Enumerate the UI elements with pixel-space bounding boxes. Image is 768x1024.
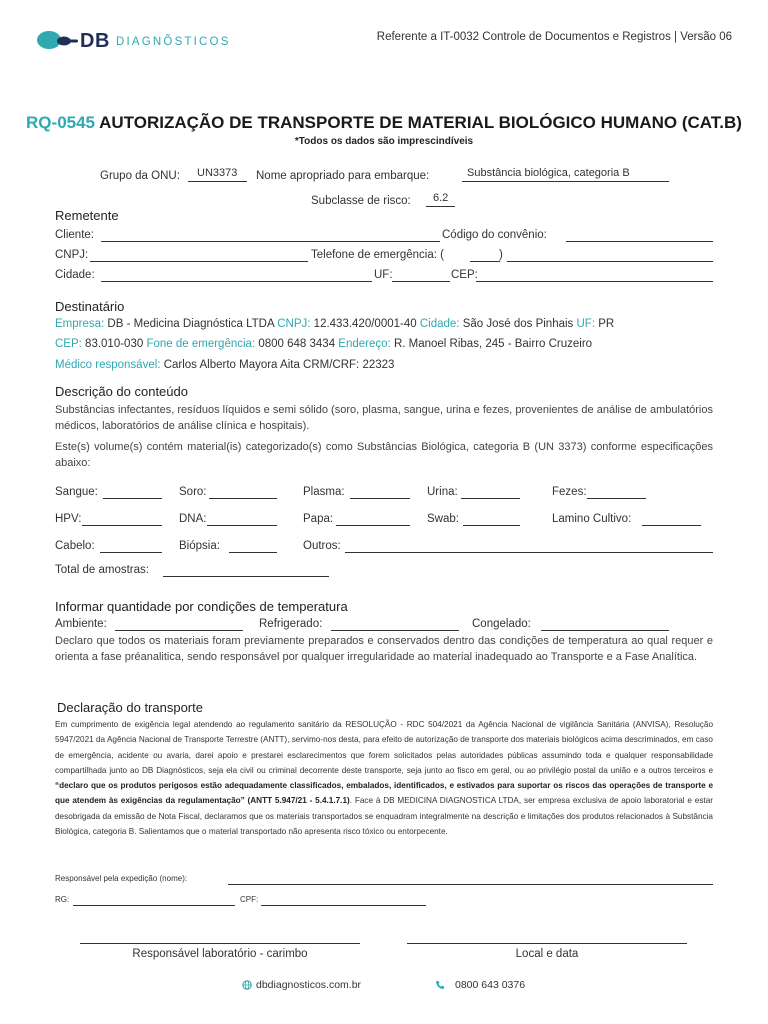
logo-db-text: DB xyxy=(80,30,110,52)
empresa-value: DB - Medicina Diagnóstica LTDA xyxy=(107,318,275,330)
medico-value: Carlos Alberto Mayora Aita CRM/CRF: 22323 xyxy=(163,359,395,371)
soro-field[interactable] xyxy=(209,498,277,499)
document-reference: Referente a IT-0032 Controle de Documentos e Registros | Versão 06 xyxy=(376,31,732,43)
endereco-value: R. Manoel Ribas, 245 - Bairro Cruzeiro xyxy=(393,338,593,350)
cep-field[interactable] xyxy=(476,281,713,282)
temperatura-heading: Informar quantidade por condições de temperatura xyxy=(55,599,348,614)
dest-cidade-label: Cidade: xyxy=(419,318,460,330)
form-title: AUTORIZAÇÃO DE TRANSPORTE DE MATERIAL BIOLÓGICO HUMANO (CAT.B) xyxy=(99,113,742,132)
footer-site[interactable] xyxy=(242,979,361,991)
footer-site-text: dbdiagnosticos.com.br xyxy=(256,979,362,991)
swab-field[interactable] xyxy=(463,525,520,526)
footer-phone-text: 0800 643 0376 xyxy=(455,979,526,991)
lamino-label: Lamino Cultivo: xyxy=(552,513,632,525)
congelado-label: Congelado: xyxy=(472,618,531,630)
conteudo-paragraph-1: Substâncias infectantes, resíduos líquidos e semi sólido (soro, plasma, sangue, urina e fezes, provenientes de análise de ambulatórios médicos, laboratórios de análise clínica e hospitais). xyxy=(55,404,713,432)
codigo-convenio-label: Código do convênio: xyxy=(442,229,547,241)
subclasse-label: Subclasse de risco: xyxy=(311,195,411,207)
plasma-field[interactable] xyxy=(350,498,410,499)
transporte-paragraph xyxy=(55,717,713,839)
logo-mark-icon xyxy=(36,28,80,52)
uf-label: UF: xyxy=(374,269,393,281)
sangue-label: Sangue: xyxy=(55,486,98,498)
dna-field[interactable] xyxy=(207,525,277,526)
dest-cnpj-value: 12.433.420/0001-40 xyxy=(313,318,417,330)
lamino-field[interactable] xyxy=(642,525,701,526)
telefone-close-paren: ) xyxy=(499,249,503,261)
destinatario-line-1 xyxy=(55,318,614,330)
ambiente-field[interactable] xyxy=(115,630,243,631)
transporte-text-bold: “declaro que os produtos perigosos estão adequadamente classificados, embalados, identificados, e estivados para suportar os riscos das operações de transporte e que atendem às exigências da regulamentação” (ANTT 5.947/21 - 5.4.1.7.1) xyxy=(55,781,713,806)
grupo-onu-line xyxy=(188,181,247,182)
soro-label: Soro: xyxy=(179,486,207,498)
dest-cep-label: CEP: xyxy=(55,338,82,350)
cabelo-label: Cabelo: xyxy=(55,540,95,552)
logo-diag-text: DIAGNÕSTICOS xyxy=(116,36,231,48)
rg-field[interactable] xyxy=(73,905,235,906)
nome-embarque-line xyxy=(462,181,669,182)
urina-field[interactable] xyxy=(461,498,520,499)
conteudo-paragraph-2: Este(s) volume(s) contém material(is) categorizado(s) como Substâncias Biológica, categoria B (UN 3373) conforme especificações abaixo: xyxy=(55,441,713,469)
cliente-field[interactable] xyxy=(101,241,440,242)
transporte-text-a: Em cumprimento de exigência legal atendendo ao regulamento sanitário da RESOLUÇÃO - RDC 504/2021 da Agência Nacional de vigilância Sanitária (ANVISA), Resolução 5947/2021 da Agência Nacional de Transporte Terrestre (ANTT), servimo-nos desta, para efeito de autorização de transporte dos materiais biológicos acima descriminados, em caso de emergência, acidente ou avaria, darei apoio e prestarei esclarecimentos que forem solicitados pelas autoridades públicas assumindo toda e qualquer responsabilidade compartilhada junto ao DB Diagnósticos, seja ela civil ou criminal decorrente deste transporte, seja junto ao fisco em geral, ou ao privilégio postal da união e a outros terceiros e xyxy=(55,720,713,775)
remetente-heading: Remetente xyxy=(55,208,119,223)
refrigerado-field[interactable] xyxy=(331,630,459,631)
nome-embarque-value: Substância biológica, categoria B xyxy=(467,167,630,179)
cpf-label: CPF: xyxy=(240,895,259,904)
phone-icon xyxy=(435,980,445,990)
papa-label: Papa: xyxy=(303,513,334,525)
nome-embarque-label: Nome apropriado para embarque: xyxy=(256,170,430,182)
temperatura-paragraph: Declaro que todos os materiais foram previamente preparados e conservados dentro das condições de temperatura ao qual requer e orienta a fase préanalitica, sendo responsável por qualquer irregularidade ao material inadequado ao Transporte e a Fase Analítica. xyxy=(55,635,713,663)
outros-label: Outros: xyxy=(303,540,341,552)
total-amostras-label: Total de amostras: xyxy=(55,564,149,576)
dest-uf-label: UF: xyxy=(576,318,596,330)
assinatura-laboratorio-line[interactable] xyxy=(80,943,360,944)
cidade-label: Cidade: xyxy=(55,269,95,281)
footer-phone[interactable] xyxy=(435,979,525,991)
destinatario-line-3 xyxy=(55,359,394,371)
urina-label: Urina: xyxy=(427,486,458,498)
telefone-label: Telefone de emergência: ( xyxy=(311,249,444,261)
form-code: RQ-0545 xyxy=(26,113,96,132)
medico-label: Médico responsável: xyxy=(55,359,161,371)
page-title xyxy=(0,113,768,133)
grupo-onu-label: Grupo da ONU: xyxy=(100,170,180,182)
outros-field[interactable] xyxy=(345,552,713,553)
globe-icon xyxy=(242,980,252,990)
dest-cep-value: 83.010-030 xyxy=(85,338,144,350)
subclasse-value: 6.2 xyxy=(433,192,449,204)
assinatura-laboratorio-label: Responsável laboratório - carimbo xyxy=(132,948,308,960)
rg-label: RG: xyxy=(55,895,70,904)
transporte-text-c: . Face à DB MEDICINA DIAGNOSTICA LTDA, ser empresa exclusiva de apoio laboratorial e estar desobrigada da emissão de Nota Fiscal, declaramos que os materiais transportados se enquadram integralmente na descrição e limitações dos produtos relacionados à Substância Biológica, categoria B. Salientamos que o material transportado não apresenta risco tóxico ou entorpecente. xyxy=(55,796,713,837)
fezes-field[interactable] xyxy=(587,498,646,499)
conteudo-heading: Descrição do conteúdo xyxy=(55,384,188,399)
hpv-label: HPV: xyxy=(55,513,82,525)
refrigerado-label: Refrigerado: xyxy=(259,618,323,630)
cabelo-field[interactable] xyxy=(100,552,162,553)
responsavel-expedicao-label: Responsável pela expedição (nome): xyxy=(55,874,188,883)
sangue-field[interactable] xyxy=(103,498,162,499)
subclasse-line xyxy=(426,206,455,207)
transporte-heading: Declaração do transporte xyxy=(57,700,203,715)
telefone-field[interactable] xyxy=(507,261,713,262)
biopsia-field[interactable] xyxy=(229,552,277,553)
dest-uf-value: PR xyxy=(598,318,615,330)
codigo-convenio-field[interactable] xyxy=(566,241,713,242)
plasma-label: Plasma: xyxy=(303,486,345,498)
local-data-label: Local e data xyxy=(515,948,579,960)
local-data-line[interactable] xyxy=(407,943,687,944)
company-logo xyxy=(36,28,256,54)
biopsia-label: Biópsia: xyxy=(179,540,220,552)
destinatario-line-2 xyxy=(55,338,592,350)
cep-label: CEP: xyxy=(451,269,478,281)
dest-cidade-value: São José dos Pinhais xyxy=(462,318,574,330)
swab-label: Swab: xyxy=(427,513,459,525)
dna-label: DNA: xyxy=(179,513,207,525)
grupo-onu-value: UN3373 xyxy=(197,167,238,179)
cnpj-field[interactable] xyxy=(90,261,308,262)
fezes-label: Fezes: xyxy=(552,486,587,498)
congelado-field[interactable] xyxy=(541,630,669,631)
total-amostras-field[interactable] xyxy=(163,576,329,577)
empresa-label: Empresa: xyxy=(55,318,105,330)
telefone-ddd-field[interactable] xyxy=(470,261,500,262)
hpv-field[interactable] xyxy=(82,525,162,526)
cliente-label: Cliente: xyxy=(55,229,94,241)
fone-emergencia-value: 0800 648 3434 xyxy=(258,338,336,350)
responsavel-expedicao-field[interactable] xyxy=(228,884,713,885)
cnpj-label: CNPJ: xyxy=(55,249,89,261)
cidade-field[interactable] xyxy=(101,281,372,282)
ambiente-label: Ambiente: xyxy=(55,618,107,630)
page-subtitle: *Todos os dados são imprescindíveis xyxy=(294,136,474,147)
fone-emergencia-label: Fone de emergência: xyxy=(146,338,256,350)
uf-field[interactable] xyxy=(392,281,450,282)
papa-field[interactable] xyxy=(336,525,410,526)
endereco-label: Endereço: xyxy=(338,338,391,350)
dest-cnpj-label: CNPJ: xyxy=(277,318,311,330)
destinatario-heading: Destinatário xyxy=(55,299,125,314)
cpf-field[interactable] xyxy=(261,905,426,906)
